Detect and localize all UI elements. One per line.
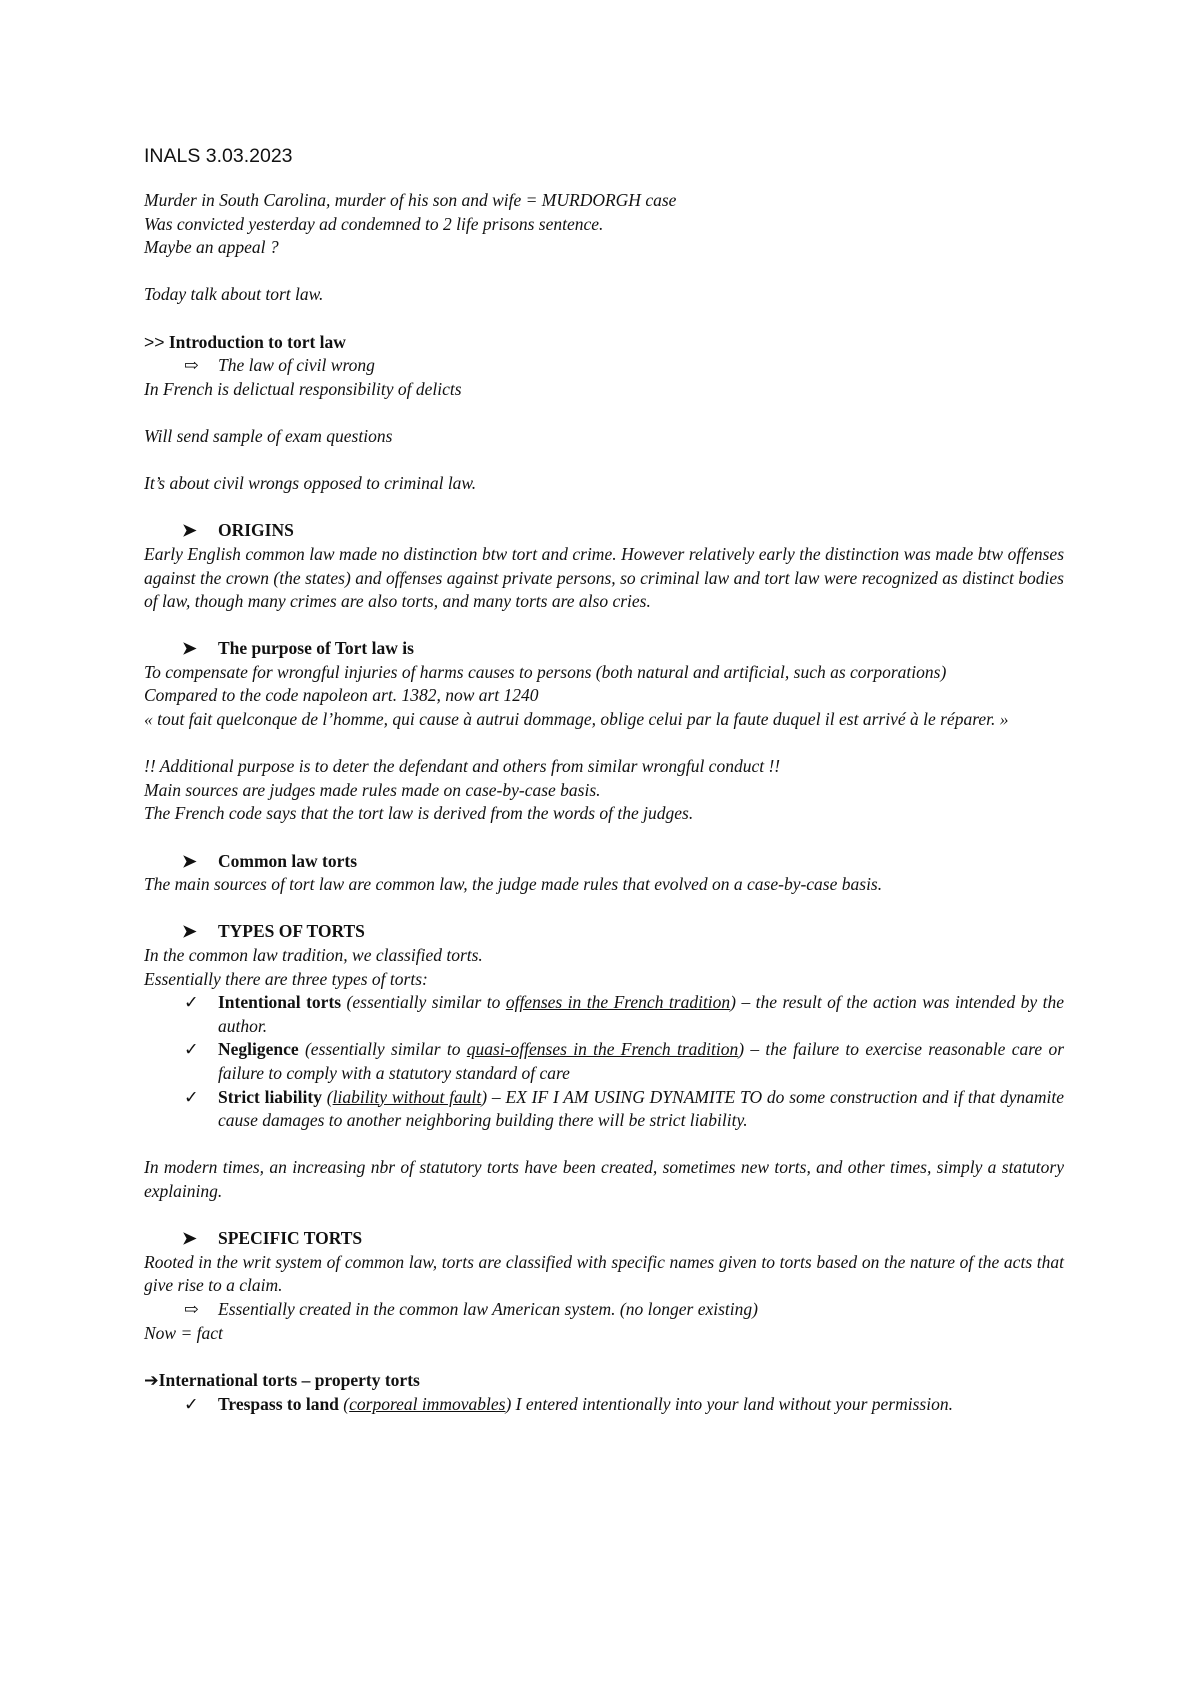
- note-line: Will send sample of exam questions: [144, 425, 393, 446]
- section-heading-text: ORIGINS: [218, 520, 294, 541]
- section-heading-text: The purpose of Tort law is: [218, 638, 414, 659]
- check-list-item: [144, 991, 1064, 1038]
- arrowhead-bullet-icon: ➤: [182, 921, 197, 942]
- check-item-bold: Trespass to land: [218, 1394, 339, 1415]
- double-chevron-icon: >>: [144, 331, 165, 352]
- section-heading-types: [144, 920, 1064, 944]
- section-heading-text: SPECIFIC TORTS: [218, 1228, 363, 1249]
- section-heading-text: TYPES OF TORTS: [218, 921, 365, 942]
- check-item-text: (essentially similar to: [298, 1039, 467, 1060]
- arrow-item: [144, 1298, 1064, 1322]
- check-list-item: [144, 1038, 1064, 1085]
- origins-paragraph: Early English common law made no distinction btw tort and crime. However relatively early the distinction was made btw offenses against the crown (the states) and offenses against private persons, so criminal law and tort law were recognized as distinct bodies of law, though many crimes are also torts, and many torts are also cries.: [144, 543, 1064, 612]
- checkmark-icon: ✓: [184, 1086, 199, 1107]
- intro-line: Was convicted yesterday ad condemned to 2 life prisons sentence.: [144, 213, 604, 234]
- check-item-underline: corporeal immovables: [349, 1394, 506, 1415]
- arrow-item-text: The law of civil wrong: [218, 355, 375, 376]
- purpose-line: !! Additional purpose is to deter the defendant and others from similar wrongful conduct !!: [144, 756, 781, 777]
- arrowhead-bullet-icon: ➤: [182, 520, 197, 541]
- specific-paragraph: Rooted in the writ system of common law, torts are classified with specific names given to torts based on the nature of the acts that give rise to a claim.: [144, 1251, 1064, 1296]
- check-list-item: [144, 1086, 1064, 1133]
- check-item-text: (essentially similar to: [341, 992, 506, 1013]
- arrow-item-text: Essentially created in the common law American system. (no longer existing): [218, 1298, 758, 1319]
- note-line: It’s about civil wrongs opposed to criminal law.: [144, 473, 477, 494]
- types-line: In the common law tradition, we classified torts.: [144, 945, 483, 965]
- intro-line: Murder in South Carolina, murder of his son and wife = MURDORGH case: [144, 190, 677, 210]
- intro-line: Today talk about tort law.: [144, 284, 324, 305]
- hollow-arrow-icon: ⇨: [184, 1298, 199, 1319]
- check-list-item: [144, 1393, 1064, 1417]
- arrowhead-bullet-icon: ➤: [182, 1228, 197, 1249]
- section-heading-origins: [144, 519, 1064, 543]
- common-law-paragraph: The main sources of tort law are common law, the judge made rules that evolved on a case-by-case basis.: [144, 874, 883, 895]
- purpose-line: The French code says that the tort law is derived from the words of the judges.: [144, 803, 694, 824]
- check-item-text: (: [321, 1086, 333, 1107]
- intro-line: Maybe an appeal ?: [144, 237, 279, 258]
- check-item-text: ) – the result of the action was intended by the author.: [218, 992, 1065, 1036]
- checkmark-icon: ✓: [184, 1394, 199, 1415]
- section-heading-text: International torts – property torts: [158, 1369, 420, 1390]
- arrow-item: [144, 354, 1064, 378]
- document-body: [144, 143, 1064, 1417]
- types-line: Essentially there are three types of torts:: [144, 968, 428, 989]
- purpose-paragraph: To compensate for wrongful injuries of harms causes to persons (both natural and artificial, such as corporations): [144, 661, 947, 682]
- check-item-underline: quasi-offenses in the French tradition: [466, 1039, 739, 1060]
- section-heading-text: Common law torts: [218, 850, 358, 871]
- arrowhead-bullet-icon: ➤: [182, 638, 197, 659]
- checkmark-icon: ✓: [184, 992, 199, 1013]
- introduction-heading: [144, 331, 1064, 355]
- arrowhead-bullet-icon: ➤: [182, 850, 197, 871]
- section-heading-common-law: [144, 850, 1064, 874]
- checkmark-icon: ✓: [184, 1039, 199, 1060]
- introduction-heading-text: Introduction to tort law: [168, 331, 346, 352]
- check-item-underline: liability without fault: [332, 1086, 482, 1107]
- check-item-text: ) I entered intentionally into your land without your permission.: [505, 1394, 953, 1415]
- check-item-text: ) – the failure to exercise reasonable care or failure to comply with a statutory standard of care: [218, 1039, 1065, 1083]
- purpose-line: Main sources are judges made rules made on case-by-case basis.: [144, 779, 601, 800]
- section-heading-specific: [144, 1227, 1064, 1251]
- note-line: In French is delictual responsibility of delicts: [144, 378, 462, 399]
- quote-line: « tout fait quelconque de l’homme, qui cause à autrui dommage, oblige celui par la faute duquel il est arrivé à le réparer. »: [144, 709, 1009, 730]
- check-item-bold: Negligence: [218, 1039, 299, 1060]
- section-heading-purpose: [144, 637, 1064, 661]
- check-item-text: ) – EX IF I AM USING DYNAMITE TO do some construction and if that dynamite cause damages to another neighboring building there will be strict liability.: [218, 1086, 1065, 1131]
- page-title: INALS 3.03.2023: [144, 145, 293, 167]
- specific-line: Now = fact: [144, 1322, 223, 1343]
- check-item-text: (: [338, 1394, 350, 1415]
- check-item-underline: offenses in the French tradition: [505, 992, 731, 1013]
- modern-paragraph: In modern times, an increasing nbr of statutory torts have been created, sometimes new torts, and other times, simply a statutory explaining.: [144, 1157, 1064, 1201]
- section-heading-international: [144, 1369, 1064, 1394]
- bold-right-arrow-icon: ➔: [144, 1370, 159, 1391]
- hollow-arrow-icon: ⇨: [184, 355, 199, 376]
- purpose-line: Compared to the code napoleon art. 1382, now art 1240: [144, 685, 539, 706]
- check-item-bold: Strict liability: [218, 1086, 322, 1107]
- check-item-bold: Intentional torts: [218, 992, 342, 1013]
